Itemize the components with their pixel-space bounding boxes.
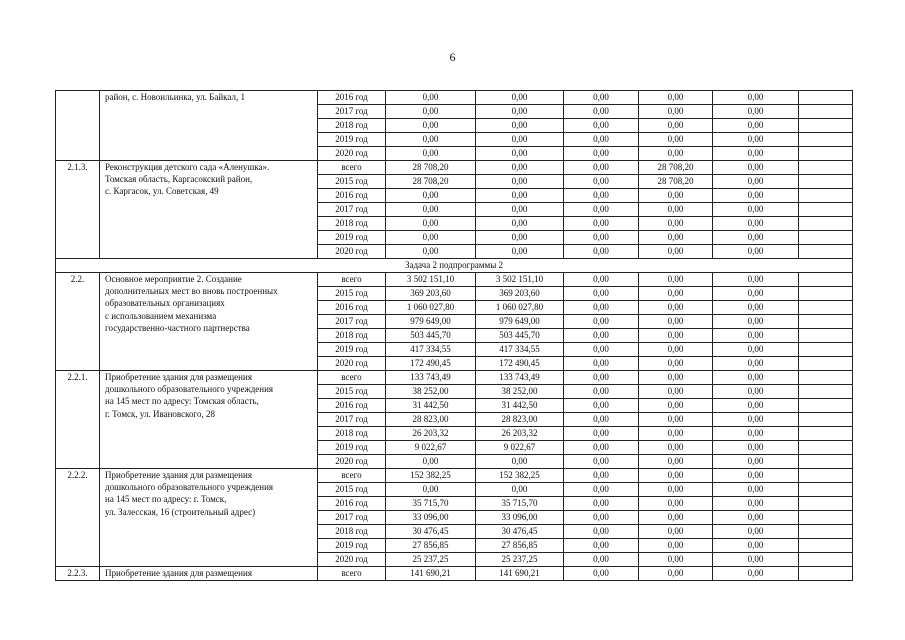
period-cell: 2015 год [318, 287, 386, 301]
period-cell: 2019 год [318, 343, 386, 357]
item-number: 2.2.1. [56, 371, 100, 469]
value-cell: 0,00 [713, 189, 799, 203]
table-row [56, 469, 853, 483]
value-cell: 0,00 [476, 217, 564, 231]
value-cell [799, 385, 853, 399]
value-cell: 0,00 [476, 119, 564, 133]
value-cell: 0,00 [386, 133, 476, 147]
value-cell: 0,00 [713, 273, 799, 287]
item-name [100, 161, 318, 259]
value-cell: 0,00 [639, 273, 713, 287]
value-cell: 0,00 [564, 133, 639, 147]
value-cell: 0,00 [386, 91, 476, 105]
page-number: 6 [449, 50, 456, 64]
period-cell: 2018 год [318, 525, 386, 539]
value-cell: 0,00 [639, 385, 713, 399]
value-cell: 0,00 [476, 245, 564, 259]
value-cell: 0,00 [476, 105, 564, 119]
value-cell: 0,00 [639, 231, 713, 245]
period-cell: 2016 год [318, 399, 386, 413]
value-cell: 503 445,70 [386, 329, 476, 343]
value-cell [799, 525, 853, 539]
value-cell: 31 442,50 [386, 399, 476, 413]
value-cell: 0,00 [713, 105, 799, 119]
table-row [56, 161, 853, 175]
value-cell: 0,00 [713, 147, 799, 161]
value-cell: 0,00 [639, 357, 713, 371]
item-number [56, 91, 100, 161]
value-cell [799, 329, 853, 343]
value-cell: 0,00 [639, 245, 713, 259]
value-cell: 27 856,85 [476, 539, 564, 553]
period-cell: 2015 год [318, 483, 386, 497]
value-cell [799, 161, 853, 175]
value-cell: 0,00 [639, 301, 713, 315]
value-cell [799, 91, 853, 105]
value-cell: 0,00 [386, 119, 476, 133]
value-cell: 0,00 [639, 189, 713, 203]
value-cell [799, 413, 853, 427]
period-cell: 2017 год [318, 315, 386, 329]
value-cell: 0,00 [564, 483, 639, 497]
item-name-line: дополнительных мест во вновь построенных [105, 286, 278, 297]
value-cell: 0,00 [564, 175, 639, 189]
value-cell: 28 823,00 [476, 413, 564, 427]
value-cell: 503 445,70 [476, 329, 564, 343]
value-cell: 0,00 [639, 567, 713, 581]
item-name-line: Приобретение здания для размещения [105, 568, 252, 578]
value-cell: 0,00 [639, 217, 713, 231]
item-number: 2.2.3. [56, 567, 100, 581]
value-cell: 0,00 [639, 511, 713, 525]
value-cell [799, 441, 853, 455]
value-cell: 0,00 [476, 203, 564, 217]
value-cell: 9 022,67 [476, 441, 564, 455]
value-cell [799, 427, 853, 441]
value-cell: 0,00 [713, 133, 799, 147]
value-cell: 0,00 [639, 553, 713, 567]
item-name-line: образовательных организациях [105, 298, 225, 309]
period-cell: 2016 год [318, 497, 386, 511]
value-cell [799, 567, 853, 581]
item-name-line: Основное мероприятие 2. Создание [105, 274, 242, 284]
value-cell: 0,00 [564, 105, 639, 119]
value-cell: 417 334,55 [386, 343, 476, 357]
value-cell: 33 096,00 [476, 511, 564, 525]
table-row [56, 273, 853, 287]
value-cell: 0,00 [564, 525, 639, 539]
value-cell: 0,00 [713, 287, 799, 301]
value-cell [799, 343, 853, 357]
value-cell: 0,00 [386, 483, 476, 497]
value-cell [799, 539, 853, 553]
item-name-line: с. Каргасок, ул. Советская, 49 [105, 186, 219, 197]
value-cell: 0,00 [713, 301, 799, 315]
item-number: 2.2.2. [56, 469, 100, 567]
value-cell: 28 708,20 [386, 175, 476, 189]
value-cell [799, 189, 853, 203]
value-cell: 979 649,00 [476, 315, 564, 329]
value-cell: 0,00 [639, 329, 713, 343]
value-cell: 0,00 [713, 357, 799, 371]
period-cell: 2019 год [318, 539, 386, 553]
value-cell [799, 371, 853, 385]
value-cell: 28 823,00 [386, 413, 476, 427]
value-cell: 0,00 [639, 469, 713, 483]
value-cell: 0,00 [713, 91, 799, 105]
value-cell: 0,00 [639, 483, 713, 497]
period-cell: 2018 год [318, 427, 386, 441]
value-cell: 0,00 [564, 203, 639, 217]
value-cell: 172 490,45 [386, 357, 476, 371]
period-cell: 2015 год [318, 175, 386, 189]
value-cell: 35 715,70 [476, 497, 564, 511]
value-cell: 38 252,00 [386, 385, 476, 399]
value-cell: 0,00 [713, 119, 799, 133]
value-cell: 369 203,60 [386, 287, 476, 301]
value-cell: 0,00 [713, 553, 799, 567]
value-cell: 0,00 [564, 329, 639, 343]
value-cell [799, 455, 853, 469]
value-cell: 0,00 [713, 441, 799, 455]
value-cell: 0,00 [713, 231, 799, 245]
value-cell: 0,00 [386, 455, 476, 469]
item-name-line: г. Томск, ул. Ивановского, 28 [105, 408, 215, 419]
period-cell: 2018 год [318, 119, 386, 133]
value-cell: 0,00 [639, 497, 713, 511]
value-cell: 0,00 [564, 189, 639, 203]
value-cell [799, 119, 853, 133]
value-cell: 0,00 [713, 371, 799, 385]
value-cell: 0,00 [564, 343, 639, 357]
period-cell: 2017 год [318, 105, 386, 119]
value-cell: 0,00 [639, 455, 713, 469]
period-cell: всего [318, 161, 386, 175]
table-row [56, 567, 853, 581]
value-cell: 0,00 [386, 231, 476, 245]
value-cell: 0,00 [564, 427, 639, 441]
value-cell: 0,00 [564, 287, 639, 301]
table-row [56, 371, 853, 385]
period-cell: 2017 год [318, 413, 386, 427]
value-cell: 0,00 [713, 329, 799, 343]
period-cell: всего [318, 371, 386, 385]
value-cell: 0,00 [476, 147, 564, 161]
value-cell: 0,00 [564, 273, 639, 287]
period-cell: 2016 год [318, 91, 386, 105]
value-cell: 0,00 [564, 91, 639, 105]
value-cell: 26 203,32 [476, 427, 564, 441]
value-cell: 0,00 [713, 525, 799, 539]
value-cell: 0,00 [564, 441, 639, 455]
value-cell: 0,00 [386, 105, 476, 119]
item-name-line: дошкольного образовательного учреждения [105, 482, 274, 493]
period-cell: 2016 год [318, 189, 386, 203]
value-cell: 369 203,60 [476, 287, 564, 301]
value-cell: 0,00 [564, 315, 639, 329]
value-cell: 0,00 [639, 525, 713, 539]
period-cell: всего [318, 567, 386, 581]
value-cell: 0,00 [564, 413, 639, 427]
value-cell: 30 476,45 [386, 525, 476, 539]
value-cell: 0,00 [564, 301, 639, 315]
value-cell [799, 469, 853, 483]
value-cell: 0,00 [564, 119, 639, 133]
value-cell: 33 096,00 [386, 511, 476, 525]
value-cell: 141 690,21 [476, 567, 564, 581]
value-cell: 35 715,70 [386, 497, 476, 511]
value-cell [799, 217, 853, 231]
value-cell: 0,00 [476, 133, 564, 147]
value-cell: 27 856,85 [386, 539, 476, 553]
value-cell: 0,00 [713, 469, 799, 483]
value-cell [799, 287, 853, 301]
value-cell [799, 553, 853, 567]
value-cell: 0,00 [639, 427, 713, 441]
item-name [100, 371, 318, 469]
value-cell: 31 442,50 [476, 399, 564, 413]
value-cell: 0,00 [476, 189, 564, 203]
value-cell: 417 334,55 [476, 343, 564, 357]
value-cell: 28 708,20 [639, 161, 713, 175]
item-name-line: с использованием механизма [105, 310, 217, 321]
value-cell: 38 252,00 [476, 385, 564, 399]
item-name-line: на 145 мест по адресу: г. Томск, [105, 494, 227, 505]
table-row [56, 91, 853, 105]
value-cell: 0,00 [713, 161, 799, 175]
task-row [56, 259, 853, 273]
value-cell: 0,00 [564, 399, 639, 413]
value-cell: 0,00 [564, 455, 639, 469]
period-cell: 2020 год [318, 357, 386, 371]
value-cell: 0,00 [386, 203, 476, 217]
value-cell: 0,00 [713, 567, 799, 581]
value-cell: 0,00 [713, 175, 799, 189]
value-cell: 28 708,20 [639, 175, 713, 189]
item-name-line: на 145 мест по адресу: Томская область, [105, 396, 259, 407]
value-cell: 0,00 [564, 357, 639, 371]
value-cell [799, 357, 853, 371]
value-cell: 0,00 [639, 441, 713, 455]
value-cell: 0,00 [386, 147, 476, 161]
value-cell [799, 175, 853, 189]
period-cell: 2017 год [318, 511, 386, 525]
period-cell: 2020 год [318, 455, 386, 469]
value-cell: 979 649,00 [386, 315, 476, 329]
value-cell: 0,00 [386, 217, 476, 231]
item-name-line: Реконструкция детского сада «Аленушка». [105, 162, 270, 172]
value-cell: 0,00 [476, 161, 564, 175]
value-cell: 0,00 [564, 161, 639, 175]
item-name-line: ул. Залесская, 16 (строительный адрес) [105, 506, 256, 517]
value-cell [799, 301, 853, 315]
value-cell: 0,00 [639, 413, 713, 427]
value-cell: 0,00 [564, 469, 639, 483]
value-cell: 0,00 [713, 483, 799, 497]
period-cell: всего [318, 273, 386, 287]
value-cell: 0,00 [386, 245, 476, 259]
period-cell: 2018 год [318, 329, 386, 343]
value-cell: 0,00 [476, 483, 564, 497]
value-cell: 0,00 [713, 203, 799, 217]
value-cell: 0,00 [564, 511, 639, 525]
value-cell: 0,00 [639, 287, 713, 301]
value-cell: 0,00 [476, 175, 564, 189]
value-cell: 0,00 [713, 245, 799, 259]
value-cell: 0,00 [476, 455, 564, 469]
value-cell: 0,00 [564, 567, 639, 581]
period-cell: 2018 год [318, 217, 386, 231]
value-cell: 0,00 [639, 105, 713, 119]
value-cell: 0,00 [713, 385, 799, 399]
item-number: 2.2. [56, 273, 100, 371]
value-cell [799, 245, 853, 259]
value-cell: 0,00 [713, 413, 799, 427]
value-cell: 0,00 [639, 343, 713, 357]
value-cell: 3 502 151,10 [386, 273, 476, 287]
value-cell: 0,00 [713, 217, 799, 231]
item-name [100, 469, 318, 567]
value-cell: 0,00 [713, 539, 799, 553]
value-cell: 0,00 [639, 539, 713, 553]
value-cell [799, 483, 853, 497]
value-cell: 0,00 [386, 189, 476, 203]
value-cell [799, 511, 853, 525]
value-cell: 133 743,49 [386, 371, 476, 385]
period-cell: 2020 год [318, 147, 386, 161]
item-name [100, 567, 318, 581]
period-cell: 2017 год [318, 203, 386, 217]
value-cell: 0,00 [564, 231, 639, 245]
budget-table [55, 90, 853, 581]
value-cell: 0,00 [476, 91, 564, 105]
item-number: 2.1.3. [56, 161, 100, 259]
value-cell: 0,00 [564, 539, 639, 553]
period-cell: 2020 год [318, 245, 386, 259]
value-cell [799, 315, 853, 329]
value-cell: 25 237,25 [476, 553, 564, 567]
period-cell: 2019 год [318, 133, 386, 147]
item-name-line: Томская область, Каргасокский район, [105, 174, 253, 185]
task-heading: Задача 2 подпрограммы 2 [56, 259, 853, 273]
value-cell: 0,00 [564, 217, 639, 231]
item-name-line: Приобретение здания для размещения [105, 470, 252, 480]
period-cell: 2020 год [318, 553, 386, 567]
period-cell: 2019 год [318, 231, 386, 245]
item-name-line: Приобретение здания для размещения [105, 372, 252, 382]
value-cell: 0,00 [713, 399, 799, 413]
value-cell: 152 382,25 [476, 469, 564, 483]
value-cell: 133 743,49 [476, 371, 564, 385]
value-cell: 0,00 [564, 371, 639, 385]
item-name [100, 273, 318, 371]
value-cell: 25 237,25 [386, 553, 476, 567]
value-cell: 1 060 027,80 [386, 301, 476, 315]
item-name-line: дошкольного образовательного учреждения [105, 384, 274, 395]
value-cell: 0,00 [564, 497, 639, 511]
table-body [56, 91, 853, 581]
value-cell: 0,00 [713, 427, 799, 441]
value-cell [799, 399, 853, 413]
value-cell: 26 203,32 [386, 427, 476, 441]
item-name [100, 91, 318, 161]
value-cell: 172 490,45 [476, 357, 564, 371]
period-cell: 2016 год [318, 301, 386, 315]
value-cell: 0,00 [639, 91, 713, 105]
value-cell: 0,00 [564, 147, 639, 161]
value-cell: 28 708,20 [386, 161, 476, 175]
value-cell: 0,00 [713, 343, 799, 357]
value-cell: 0,00 [564, 245, 639, 259]
value-cell [799, 147, 853, 161]
value-cell: 0,00 [639, 203, 713, 217]
item-name-line: государственно-частного партнерства [105, 322, 250, 333]
value-cell: 0,00 [713, 455, 799, 469]
value-cell: 152 382,25 [386, 469, 476, 483]
value-cell: 0,00 [639, 371, 713, 385]
value-cell: 3 502 151,10 [476, 273, 564, 287]
value-cell: 9 022,67 [386, 441, 476, 455]
value-cell: 30 476,45 [476, 525, 564, 539]
value-cell [799, 273, 853, 287]
period-cell: 2019 год [318, 441, 386, 455]
value-cell: 0,00 [713, 315, 799, 329]
period-cell: всего [318, 469, 386, 483]
value-cell: 1 060 027,80 [476, 301, 564, 315]
value-cell: 0,00 [639, 315, 713, 329]
value-cell: 0,00 [713, 497, 799, 511]
period-cell: 2015 год [318, 385, 386, 399]
value-cell: 0,00 [564, 553, 639, 567]
value-cell [799, 497, 853, 511]
value-cell: 0,00 [639, 147, 713, 161]
value-cell: 0,00 [713, 511, 799, 525]
value-cell [799, 133, 853, 147]
value-cell [799, 105, 853, 119]
item-name-line: район, с. Новоильинка, ул. Байкал, 1 [105, 92, 245, 102]
value-cell: 0,00 [564, 385, 639, 399]
value-cell: 0,00 [476, 231, 564, 245]
value-cell: 141 690,21 [386, 567, 476, 581]
value-cell: 0,00 [639, 399, 713, 413]
value-cell: 0,00 [639, 133, 713, 147]
value-cell [799, 231, 853, 245]
value-cell: 0,00 [639, 119, 713, 133]
value-cell [799, 203, 853, 217]
